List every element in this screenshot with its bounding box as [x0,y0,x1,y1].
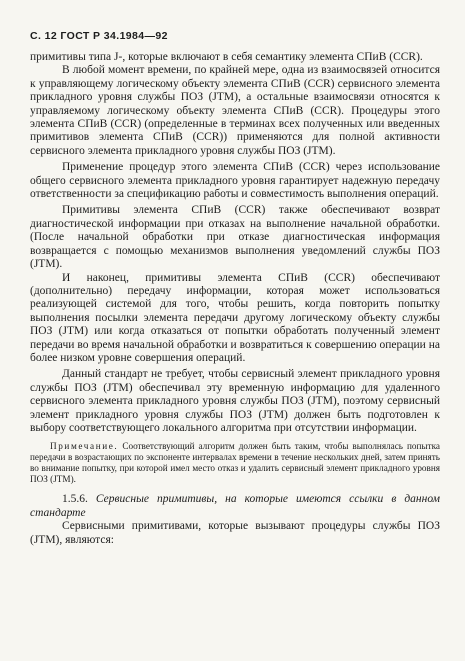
closing-paragraph: Сервисными примитивами, которые вызывают процедуры службы ПОЗ (JTM), являются: [30,520,440,546]
paragraph: примитивы типа J-, которые включают в себя семантику элемента СПиВ (CCR). [30,51,423,63]
note-lead: Примечание. [50,441,119,452]
paragraph: В любой момент времени, по крайней мере, одна из взаимосвязей относится к управляющему логическому объекту элемента СПиВ (CCR) сервисного элемента прикладного уровня службы ПОЗ (JTM), а остальные взаимосвязи относятся к управляемому логическому объекту элемента СПиВ (CCR). Процедуры этого элемента СПиВ (CCR) (определенные в терминах всех полученных или введенных примитивов элемента СПиВ (CCR)) применяются для полной активности сервисного элемента прикладного уровня службы ПОЗ (JTM). [30,64,440,157]
paragraph: Применение процедур этого элемента СПиВ (CCR) через использование общего сервисного элемента прикладного уровня гарантирует надежную передачу ответственности за спецификацию работы и совместимость выполнения операций. [30,161,440,201]
paragraph: Данный стандарт не требует, чтобы сервисный элемент прикладного уровня службы ПОЗ (JTM) обеспечивал эту временную информацию для удаленного сервисного элемента прикладного уровня службы ПОЗ (JTM), поэтому сервисный элемент прикладного уровня службы ПОЗ (JTM) должен быть подготовлен к выбору соответствующего локального алгоритма при отсутствии информации. [30,368,440,434]
subsection-title: Сервисные примитивы, на которые имеются ссылки в данном стандарте [30,493,440,519]
page-header: С. 12 ГОСТ Р 34.1984—92 [30,30,168,42]
document-page [30,30,440,547]
note-text: Соответствующий алгоритм должен быть таким, чтобы выполнялась попытка передачи в возрастающих по экспоненте интервалах времени в течение нескольких дней, затем принять во внимание попытку, при которой имел место отказ и удалить сервисный элемент прикладного уровня ПОЗ (JTM). [30,441,441,485]
subsection-heading [30,493,440,520]
note [30,441,440,485]
subsection-number: 1.5.6. [62,493,88,506]
paragraph: И наконец, примитивы элемента СПиВ (CCR) обеспечивают (дополнительно) передачу информации, которая может использоваться реализующей системой для того, чтобы решить, когда повторить попытку выполнения посылки элемента передачи другому логическому объекту службы ПОЗ (JTM) или когда отказаться от попытки обработать полученный элемент передачи во время начальной обработки и возвратиться к совершению операции на более низком уровне совершения операций. [30,271,440,364]
paragraph: Примитивы элемента СПиВ (CCR) также обеспечивают возврат диагностической информации при отказах на выполнение начальной обработки. (После начальной обработки при отказе диагностическая информация возвращается с помощью механизмов выполнения уведомлений службы ПОЗ (JTM). [30,204,440,271]
